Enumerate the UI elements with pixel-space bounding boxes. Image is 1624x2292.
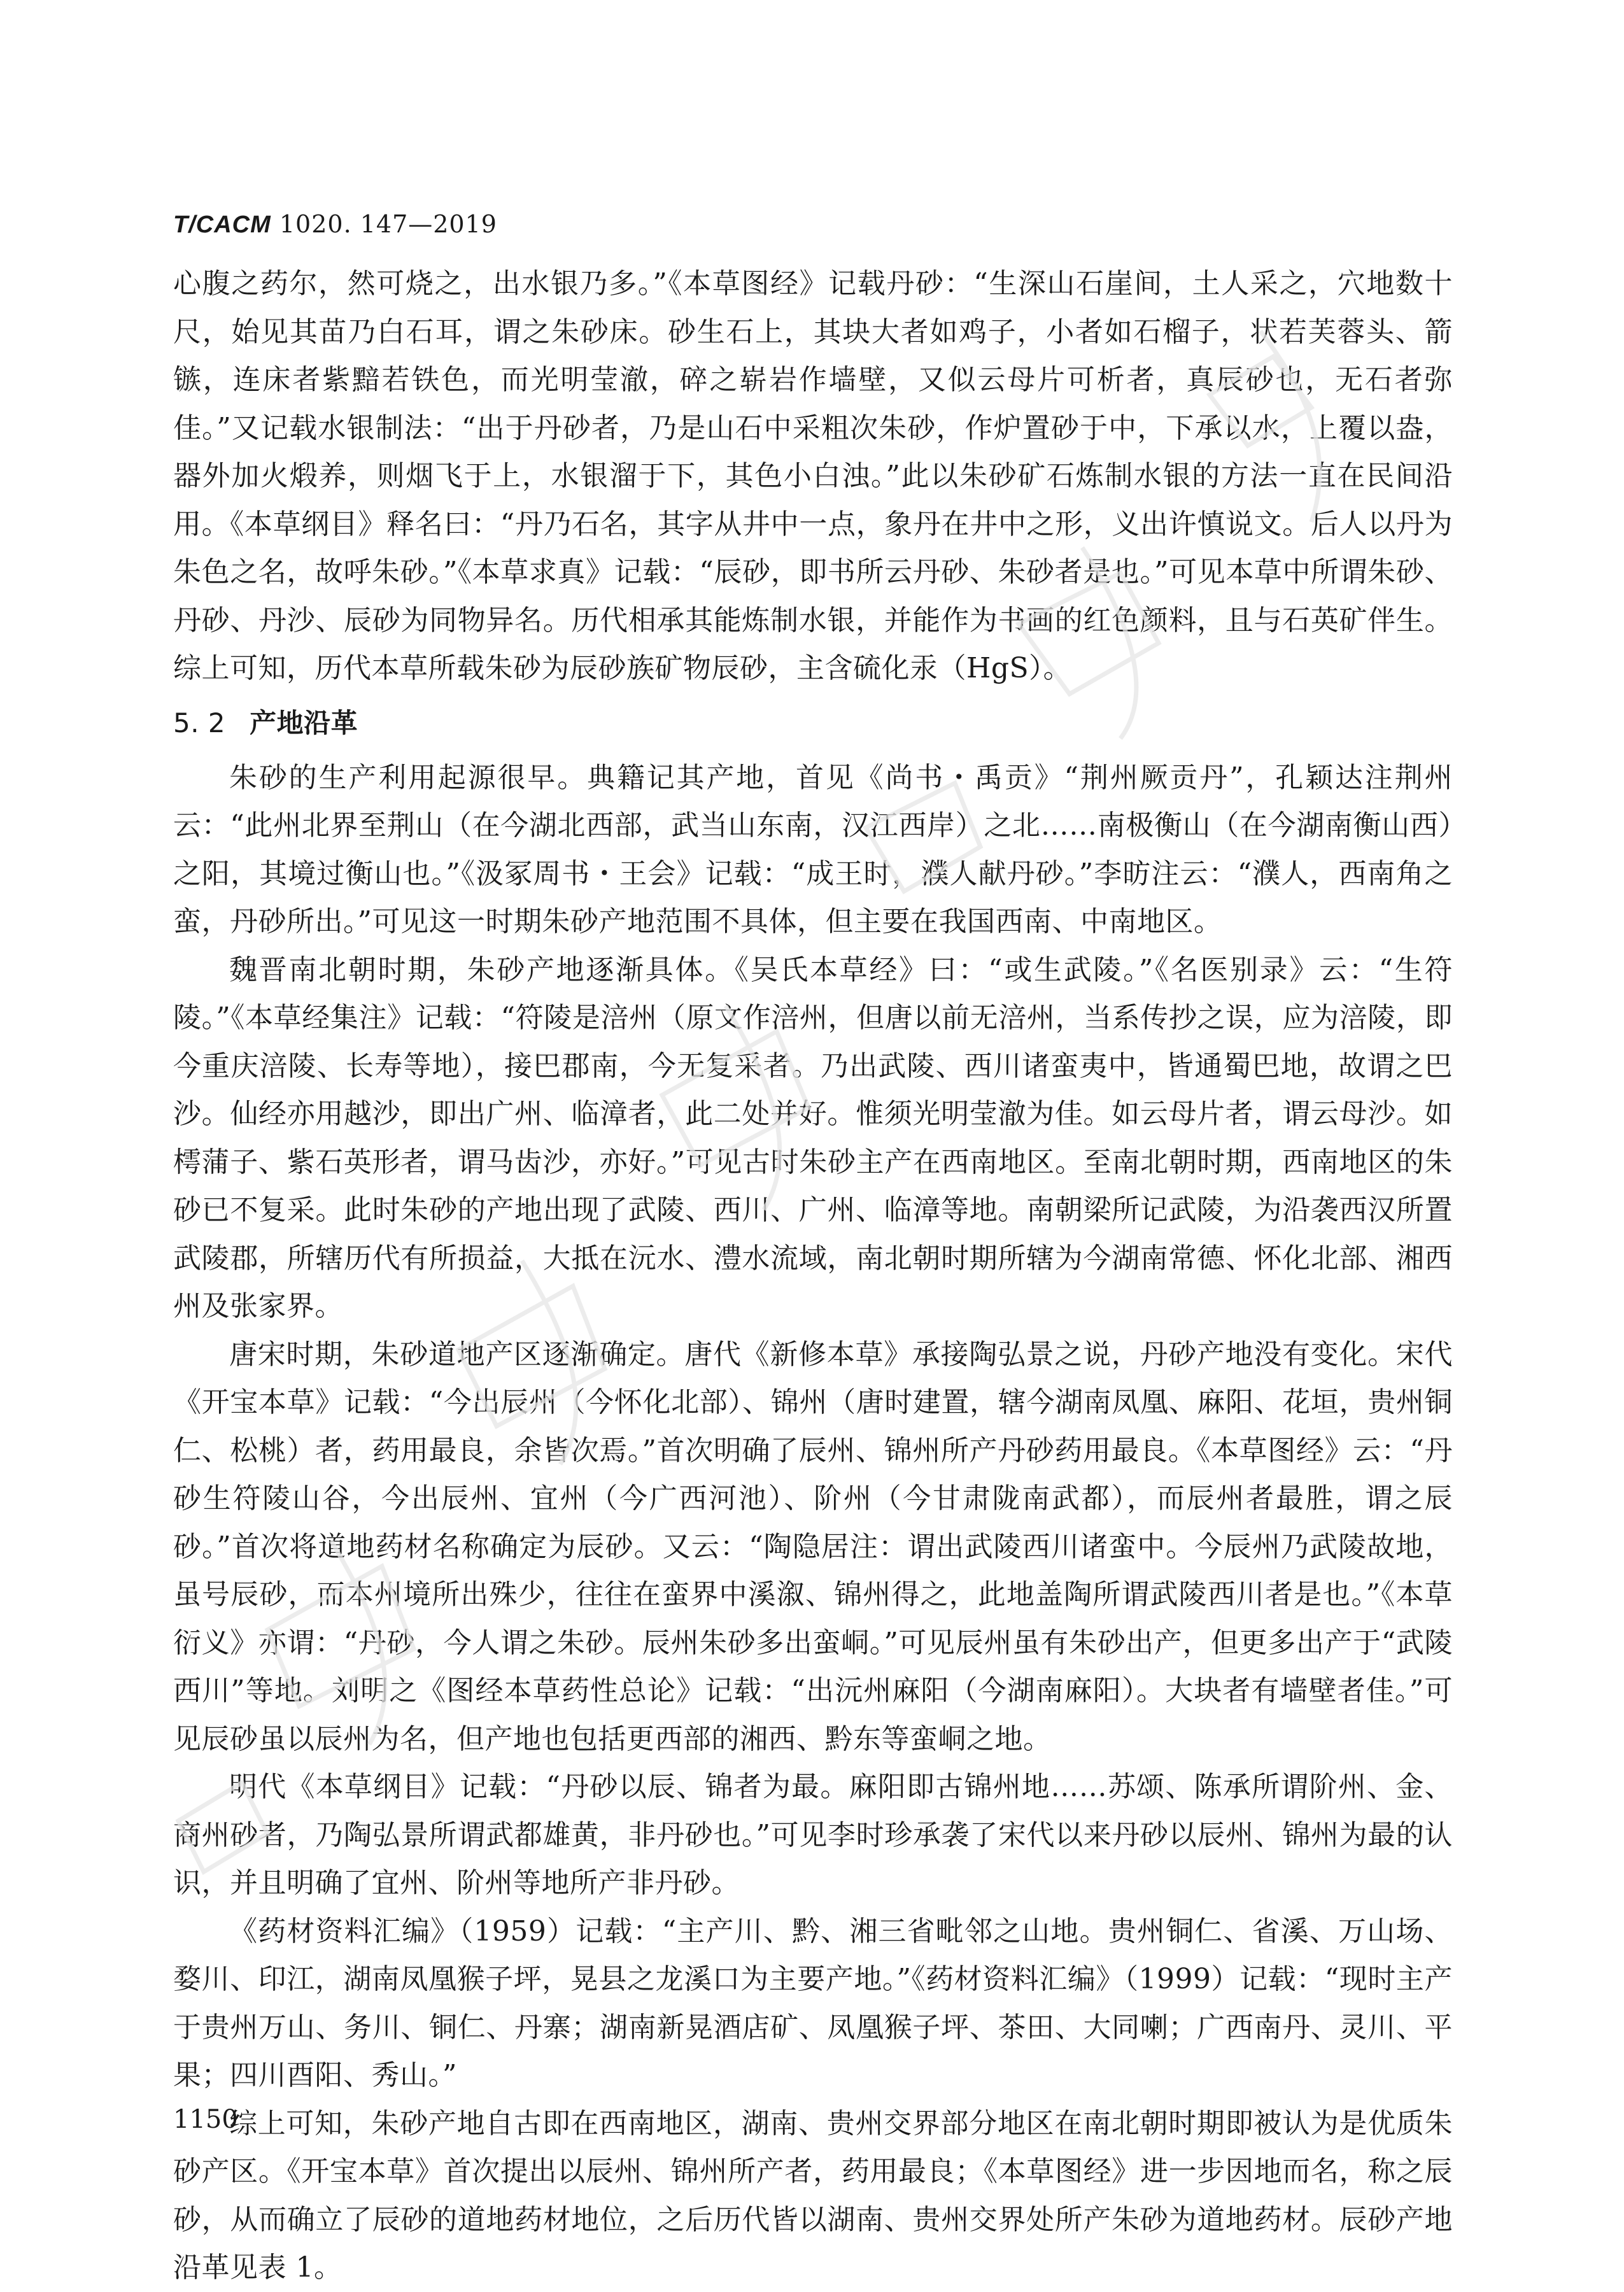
page-header [173, 210, 497, 239]
section-number: 5. 2 [173, 707, 226, 739]
paragraph: 《药材资料汇编》（1959）记载：“主产川、黔、湘三省毗邻之山地。贵州铜仁、省溪、万山场、婺川、印江，湖南凤凰猴子坪，晃县之龙溪口为主要产地。”《药材资料汇编》（1999）记载：“现时主产于贵州万山、务川、铜仁、丹寨；湖南新晃酒店矿、凤凰猴子坪、茶田、大同喇；广西南丹、灵川、平果；四川酉阳、秀山。” [173, 1914, 1453, 2091]
paragraph: 魏晋南北朝时期，朱砂产地逐渐具体。《吴氏本草经》曰：“或生武陵。”《名医别录》云：“生符陵。”《本草经集注》记载：“符陵是涪州（原文作涪州，但唐以前无涪州，当系传抄之误，应为涪陵，即今重庆涪陵、长寿等地），接巴郡南，今无复采者。乃出武陵、西川诸蛮夷中，皆通蜀巴地，故谓之巴沙。仙经亦用越沙，即出广州、临漳者，此二处并好。惟须光明莹澈为佳。如云母片者，谓云母沙。如樗蒲子、紫石英形者，谓马齿沙，亦好。”可见古时朱砂主产在西南地区。至南北朝时期，西南地区的朱砂已不复采。此时朱砂的产地出现了武陵、西川、广州、临漳等地。南朝梁所记武陵，为沿袭西汉所置武陵郡，所辖历代有所损益，大抵在沅水、澧水流域，南北朝时期所辖为今湖南常德、怀化北部、湘西州及张家界。 [173, 953, 1453, 1322]
continuation-paragraph: 心腹之药尔，然可烧之，出水银乃多。”《本草图经》记载丹砂：“生深山石崖间，土人采之，穴地数十尺，始见其苗乃白石耳，谓之朱砂床。砂生石上，其块大者如鸡子，小者如石榴子，状若芙蓉头、箭镞，连床者紫黯若铁色，而光明莹澈，碎之崭岩作墙壁，又似云母片可析者，真辰砂也，无石者弥佳。”又记载水银制法：“出于丹砂者，乃是山石中采粗次朱砂，作炉置砂于中，下承以水，上覆以盎，器外加火煅养，则烟飞于上，水银溜于下，其色小白浊。”此以朱砂矿石炼制水银的方法一直在民间沿用。《本草纲目》释名曰：“丹乃石名，其字从井中一点，象丹在井中之形，义出许慎说文。后人以丹为朱色之名，故呼朱砂。”《本草求真》记载：“辰砂，即书所云丹砂、朱砂者是也。”可见本草中所谓朱砂、丹砂、丹沙、辰砂为同物异名。历代相承其能炼制水银，并能作为书画的红色颜料，且与石英矿伴生。综上可知，历代本草所载朱砂为辰砂族矿物辰砂，主含硫化汞（HgS）。 [173, 267, 1453, 684]
section-heading [173, 693, 1453, 754]
paragraph: 朱砂的生产利用起源很早。典籍记其产地，首见《尚书・禹贡》“荆州厥贡丹”，孔颖达注荆州云：“此州北界至荆山（在今湖北西部，武当山东南，汉江西岸）之北……南极衡山（在今湖南衡山西）之阳，其境过衡山也。”《汲冢周书・王会》记载：“成王时，濮人献丹砂。”李昉注云：“濮人，西南角之蛮，丹砂所出。”可见这一时期朱砂产地范围不具体，但主要在我国西南、中南地区。 [173, 761, 1453, 938]
standard-number: 1020. 147—2019 [279, 210, 497, 238]
page-number: 1150 [173, 2105, 238, 2134]
paragraph: 明代《本草纲目》记载：“丹砂以辰、锦者为最。麻阳即古锦州地……苏颂、陈承所谓阶州、金、商州砂者，乃陶弘景所谓武都雄黄，非丹砂也。”可见李时珍承袭了宋代以来丹砂以辰州、锦州为最的认识，并且明确了宜州、阶州等地所产非丹砂。 [173, 1771, 1453, 1899]
paragraph: 唐宋时期，朱砂道地产区逐渐确定。唐代《新修本草》承接陶弘景之说，丹砂产地没有变化。宋代《开宝本草》记载：“今出辰州（今怀化北部）、锦州（唐时建置，辖今湖南凤凰、麻阳、花垣，贵州铜仁、松桃）者，药用最良，余皆次焉。”首次明确了辰州、锦州所产丹砂药用最良。《本草图经》云：“丹砂生符陵山谷，今出辰州、宜州（今广西河池）、阶州（今甘肃陇南武都），而辰州者最胜，谓之辰砂。”首次将道地药材名称确定为辰砂。又云：“陶隐居注：谓出武陵西川诸蛮中。今辰州乃武陵故地，虽号辰砂，而本州境所出殊少，往往在蛮界中溪溆、锦州得之，此地盖陶所谓武陵西川者是也。”《本草衍义》亦谓：“丹砂，今人谓之朱砂。辰州朱砂多出蛮峒。”可见辰州虽有朱砂出产，但更多出产于“武陵西川”等地。刘明之《图经本草药性总论》记载：“出沅州麻阳（今湖南麻阳）。大块者有墙壁者佳。”可见辰砂虽以辰州为名，但产地也包括更西部的湘西、黔东等蛮峒之地。 [173, 1338, 1453, 1755]
section-title: 产地沿革 [250, 707, 358, 739]
paragraph: 综上可知，朱砂产地自古即在西南地区，湖南、贵州交界部分地区在南北朝时期即被认为是优质朱砂产区。《开宝本草》首次提出以辰州、锦州所产者，药用最良；《本草图经》进一步因地而名，称之辰砂，从而确立了辰砂的道地药材地位，之后历代皆以湖南、贵州交界处所产朱砂为道地药材。辰砂产地沿革见表 1。 [173, 2107, 1453, 2284]
standard-code: T/CACM [173, 211, 271, 238]
body-text [173, 260, 1453, 2292]
